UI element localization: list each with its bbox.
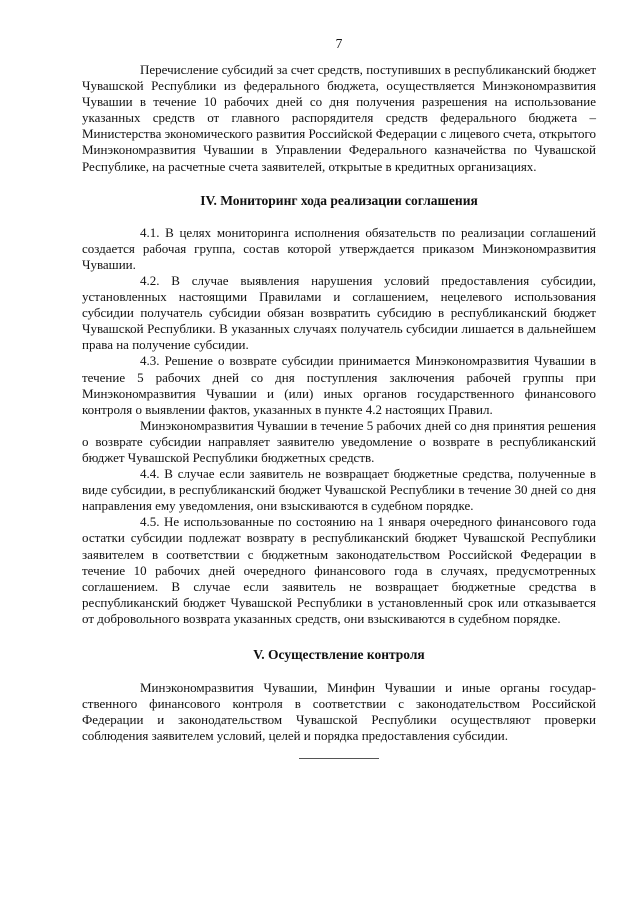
paragraph-4-1: 4.1. В целях мониторинга исполнения обязательств по реализации соглашений создается рабочая группа, состав которой утверждается приказом Минэкономразвития Чувашии. [82, 224, 596, 272]
intro-paragraph: Перечисление субсидий за счет средств, поступивших в республиканский бюджет Чувашской Республики из федерального бюджета, осуществляется Минэкономразвития Чувашии в течение 10 рабочих дней со дня получения разрешения на использование указанных средств от главного распорядителя средств федерального бюджета – Министерства экономического развития Российской Федерации с лицевого счета, открытого Минэкономразвития Чувашии в Управлении Федерального казначейства по Чувашской Республике, на расчетные счета заявителей, открытые в кредитных организациях. [82, 62, 596, 174]
paragraph-4-3-notice: Минэкономразвития Чувашии в течение 5 рабочих дней со дня принятия решения о возврате субсидии направляет заявителю уведомление о возврате в республиканский бюджет Чувашской Республики бюджетных средств. [82, 417, 596, 465]
section-5-heading: V. Осуществление контроля [253, 647, 425, 662]
page-number: 7 [335, 36, 343, 51]
paragraph-4-4: 4.4. В случае если заявитель не возвращает бюджетные средства, полученные в виде субсидии, в республиканский бюджет Чувашской Республики в течение 30 дней со дня направления ему уведомления, они взыскиваются в судебном порядке. [82, 466, 596, 514]
paragraph-4-3: 4.3. Решение о возврате субсидии принимается Минэкономразвития Чувашии в течение 5 рабочих дней со дня поступления заключения рабочей группы при Минэкономразвития Чувашии и (или) иных органов государственного финансового контроля о выявлении фактов, указанных в пункте 4.2 настоящих Правил. [82, 353, 596, 417]
paragraph-5-control: Минэкономразвития Чувашии, Минфин Чувашии и иные органы государственного финансового контроля в соответствии с законодательством Российской Федерации и законодательством Чувашской Республики осуществляют проверки соблюдения заявителем условий, целей и порядка предоставления субсидии. [82, 680, 596, 744]
footer-divider [299, 758, 379, 759]
document-page [82, 36, 596, 759]
paragraph-4-2: 4.2. В случае выявления нарушения условий предоставления субсидии, установленных настоящими Правилами и соглашением, нецелевого использования субсидии получатель субсидии обязан возвратить субсидию в республиканский бюджет Чувашской Республики. В указанных случаях получатель субсидии лишается в дальнейшем права на получение субсидии. [82, 272, 596, 353]
section-4-heading: IV. Мониторинг хода реализации соглашения [200, 192, 478, 208]
paragraph-4-5: 4.5. Не использованные по состоянию на 1 января очередного финансового года остатки субсидии подлежат возврату в республиканский бюджет Чувашской Республики заявителем в соответствии с бюджетным законодательством Российской Федерации в течение 10 рабочих дней очередного финансового года в случаях, предусмотренных соглашением. В случае если заявитель не возвращает бюджетные средства в республиканский бюджет Чувашской Республики в установленный срок или отказывается от добровольного возврата указанных средств, они взыскиваются в судебном порядке. [82, 514, 596, 626]
